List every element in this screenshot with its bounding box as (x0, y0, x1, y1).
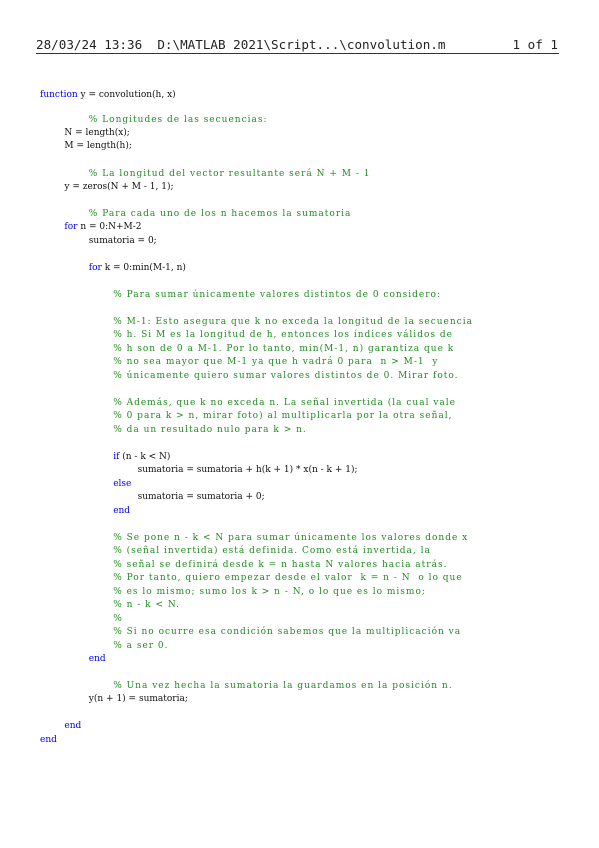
code-line (89, 115, 268, 126)
code-comment: % h son de 0 a M-1. Por lo tanto, min(M-1, n) garantiza que k (113, 344, 455, 354)
code-line (40, 735, 57, 746)
code-text: sumatoria = 0; (88, 236, 157, 246)
code-line (113, 641, 168, 652)
page-count: 1 of 1 (512, 37, 558, 52)
code-line (113, 344, 454, 355)
code-comment: % Longitudes de las secuencias: (88, 115, 268, 125)
code-line (113, 357, 438, 368)
code-comment: % es lo mismo; sumo los k > n - N, o lo que es lo mismo; (113, 587, 426, 597)
code-keyword: else (113, 479, 132, 489)
code-line (113, 587, 426, 598)
code-comment: % h. Si M es la longitud de h, entonces los índices válidos de (113, 330, 453, 340)
code-text: y(n + 1) = sumatoria; (88, 694, 188, 704)
code-line (89, 654, 106, 665)
code-line (89, 236, 157, 247)
code-line (138, 465, 358, 476)
code-keyword: for (64, 222, 78, 232)
code-comment: % Se pone n - k < N para sumar únicamente los valores donde x (113, 533, 469, 543)
code-comment: % a ser 0. (113, 641, 169, 651)
code-comment: % Una vez hecha la sumatoria la guardamos en la posición n. (113, 681, 453, 691)
code-keyword: if (113, 452, 120, 462)
code-comment: % n - k < N. (113, 600, 181, 610)
code-text: y = zeros(N + M - 1, 1); (64, 182, 174, 192)
code-text: k = 0:min(M-1, n) (101, 263, 186, 273)
code-comment: % señal se definirá desde k = n hasta N valores hacia atrás. (113, 560, 448, 570)
code-line (113, 330, 453, 341)
code-line (113, 411, 452, 422)
code-line (113, 560, 447, 571)
code-text: sumatoria = sumatoria + 0; (137, 492, 265, 502)
code-line (113, 627, 461, 638)
code-line (89, 209, 352, 220)
code-line (113, 600, 180, 611)
code-comment: % Para sumar únicamente valores distintos de 0 considero: (113, 290, 442, 300)
code-comment: % Para cada uno de los n hacemos la sumatoria (88, 209, 352, 219)
code-keyword: for (88, 263, 102, 273)
header-divider (36, 53, 559, 54)
code-line (113, 533, 468, 544)
code-line (64, 182, 173, 193)
code-line (113, 371, 458, 382)
code-keyword: end (88, 654, 106, 664)
file-path: D:\MATLAB 2021\Script...\convolution.m (157, 37, 446, 52)
code-line (113, 317, 473, 328)
code-line (113, 479, 131, 490)
code-text: n = 0:N+M-2 (77, 222, 142, 232)
code-comment: % da un resultado nulo para k > n. (113, 425, 307, 435)
code-text: N = length(x); (64, 128, 130, 138)
code-line (113, 506, 130, 517)
code-comment: % Por tanto, quiero empezar desde el valor k = n - N o lo que (113, 573, 463, 583)
code-comment: % Si no ocurre esa condición sabemos que la multiplicación va (113, 627, 462, 637)
code-line (64, 141, 132, 152)
code-comment: % M-1: Esto asegura que k no exceda la longitud de la secuencia (113, 317, 473, 327)
code-line (113, 681, 452, 692)
code-line (64, 721, 81, 732)
code-line (113, 614, 123, 625)
code-text: (n - k < N) (119, 452, 171, 462)
print-timestamp: 28/03/24 13:36 (36, 37, 143, 52)
print-header (36, 37, 558, 53)
code-comment: % no sea mayor que M-1 ya que h vadrá 0 para n > M-1 y (113, 357, 439, 367)
code-comment: % 0 para k > n, mirar foto) al multiplicarla por la otra señal, (113, 411, 453, 421)
code-line (89, 694, 188, 705)
code-keyword: end (64, 721, 82, 731)
code-line (113, 573, 462, 584)
code-text: y = convolution(h, x) (77, 90, 176, 100)
code-line (113, 398, 456, 409)
code-comment: % (señal invertida) está definida. Como está invertida, la (113, 546, 431, 556)
code-line (89, 169, 371, 180)
code-text: sumatoria = sumatoria + h(k + 1) * x(n - k + 1); (137, 465, 358, 475)
code-line (64, 128, 129, 139)
code-comment: % Además, que k no exceda n. La señal invertida (la cual vale (113, 398, 456, 408)
code-comment: % (113, 614, 123, 624)
code-line (138, 492, 265, 503)
code-line (113, 425, 307, 436)
code-text: M = length(h); (64, 141, 132, 151)
code-comment: % La longitud del vector resultante será N + M - 1 (88, 169, 371, 179)
code-comment: % únicamente quiero sumar valores distintos de 0. Mirar foto. (113, 371, 459, 381)
code-keyword: function (40, 90, 78, 100)
code-line (89, 263, 186, 274)
code-line (113, 452, 170, 463)
code-line (113, 546, 431, 557)
code-keyword: end (113, 506, 131, 516)
code-line (64, 222, 141, 233)
code-line (40, 90, 176, 101)
code-keyword: end (40, 735, 57, 745)
code-line (113, 290, 441, 301)
